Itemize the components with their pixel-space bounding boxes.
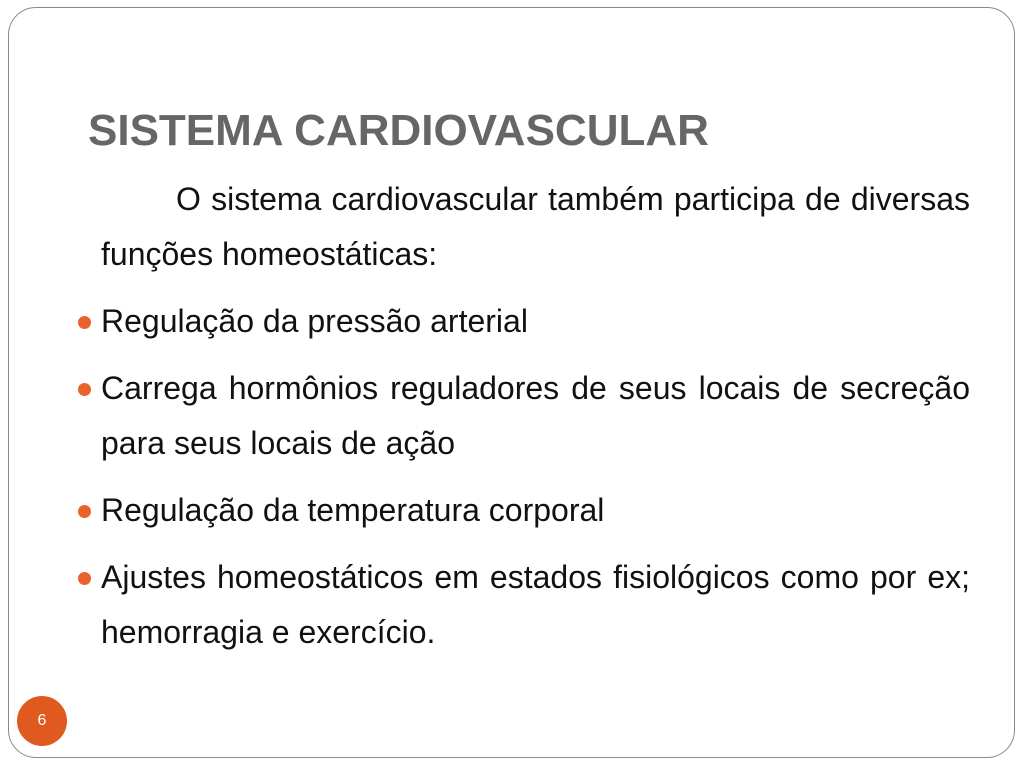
bullet-item [76, 294, 970, 349]
bullet-icon [78, 572, 91, 585]
intro-paragraph: O sistema cardiovascular também participa de diversas funções homeostáticas: [101, 181, 970, 272]
bullet-icon [78, 505, 91, 518]
bullet-item [76, 550, 970, 660]
bullet-icon [78, 316, 91, 329]
bullet-text: Ajustes homeostáticos em estados fisiológicos como por ex; hemorragia e exercício. [101, 559, 970, 650]
page-number: 6 [37, 712, 47, 729]
bullet-item [76, 483, 970, 538]
page-number-badge [17, 696, 67, 746]
slide-content [76, 172, 970, 672]
bullet-text: Regulação da temperatura corporal [101, 492, 605, 528]
bullet-text: Regulação da pressão arterial [101, 303, 528, 339]
bullet-text: Carrega hormônios reguladores de seus locais de secreção para seus locais de ação [101, 370, 970, 461]
bullet-item [76, 361, 970, 471]
slide-title: SISTEMA CARDIOVASCULAR [88, 106, 709, 155]
bullet-icon [78, 383, 91, 396]
